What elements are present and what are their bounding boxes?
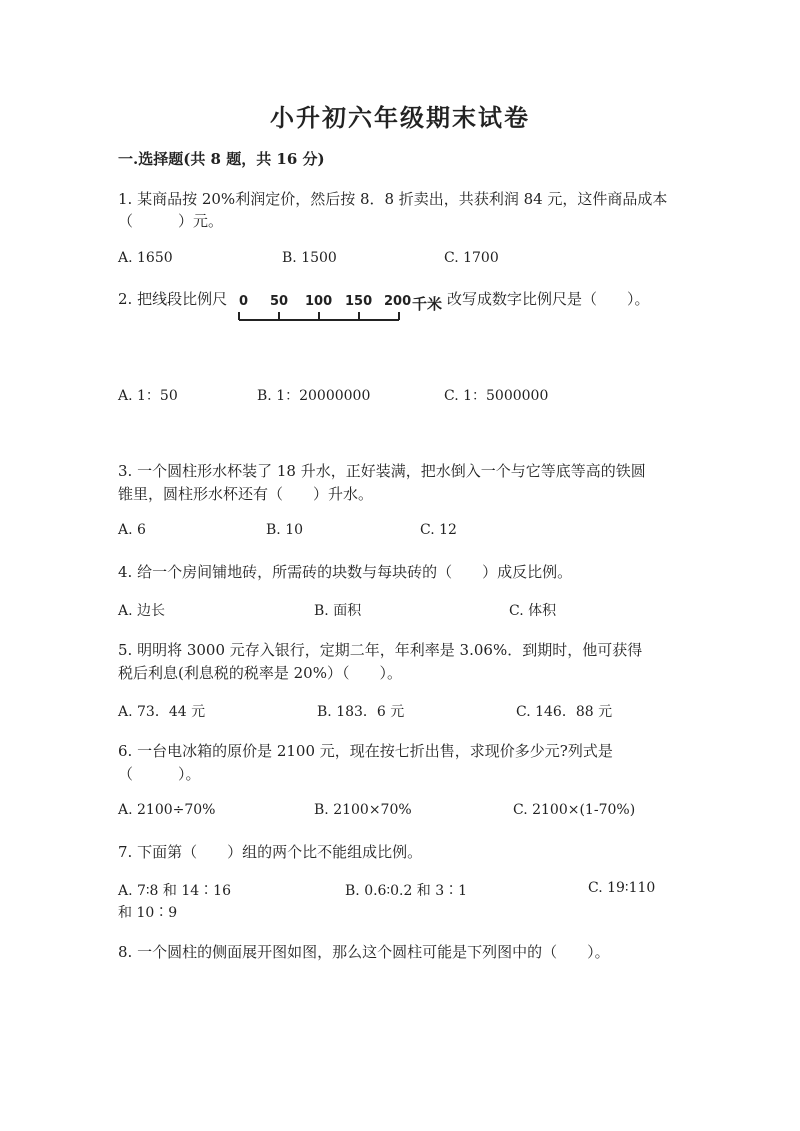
question-1-option-c: C. 1700 (444, 250, 499, 266)
question-5-text-cont: 税后利息(利息税的税率是 20%）（ ）。 (118, 664, 402, 682)
page-title: 小升初六年级期末试卷 (270, 103, 530, 132)
question-3-text-cont: 锥里，圆柱形水杯还有（ ）升水。 (118, 485, 374, 503)
question-5-text: 5. 明明将 3000 元存入银行，定期二年，年利率是 3.06%．到期时，他可获得 (118, 641, 643, 659)
question-4-option-c: C. 体积 (509, 603, 557, 619)
question-7-option-c: C. 19∶110 (588, 880, 656, 896)
question-2-option-a: A. 1：50 (118, 388, 178, 404)
question-1-option-a: A. 1650 (118, 250, 173, 266)
question-2-option-c: C. 1：5000000 (444, 388, 549, 404)
question-3-option-c: C. 12 (420, 522, 457, 538)
question-4-option-b: B. 面积 (314, 603, 362, 619)
question-7-option-a: A. 7∶8 和 14∶16 (118, 883, 231, 899)
scale-label-200: 200 (384, 294, 412, 309)
question-3-option-b: B. 10 (266, 522, 304, 538)
question-2-text-cont: 改写成数字比例尺是（ ）。 (447, 290, 650, 308)
question-8-text: 8. 一个圆柱的侧面展开图如图，那么这个圆柱可能是下列图中的（ ）。 (118, 943, 610, 961)
question-7-option-c-cont: 和 10∶9 (118, 905, 178, 921)
question-6-option-b: B. 2100×70% (314, 802, 412, 818)
scale-unit: 千米 (412, 295, 443, 313)
line-scale-figure (236, 294, 446, 330)
question-6-option-a: A. 2100÷70% (118, 802, 216, 818)
question-1-option-b: B. 1500 (282, 250, 337, 266)
question-3-option-a: A. 6 (118, 522, 146, 538)
question-7-option-b: B. 0.6∶0.2 和 3∶1 (345, 883, 468, 899)
scale-label-150: 150 (345, 294, 373, 309)
question-4-option-a: A. 边长 (118, 603, 166, 619)
question-2-option-b: B. 1：20000000 (257, 388, 371, 404)
scale-label-100: 100 (305, 294, 333, 309)
question-2-text: 2. 把线段比例尺 (118, 290, 228, 308)
question-6-text-cont: （ ）。 (118, 765, 201, 783)
question-3-text: 3. 一个圆柱形水杯装了 18 升水，正好装满，把水倒入一个与它等底等高的铁圆 (118, 462, 646, 480)
section-title: 一.选择题(共 8 题，共 16 分) (118, 150, 325, 168)
question-5-option-b: B. 183．6 元 (317, 704, 405, 720)
question-6-option-c: C. 2100×(1-70%) (513, 802, 636, 818)
scale-label-50: 50 (270, 294, 289, 309)
question-5-option-a: A. 73．44 元 (118, 704, 206, 720)
question-4-text: 4. 给一个房间铺地砖，所需砖的块数与每块砖的（ ）成反比例。 (118, 563, 573, 581)
question-1-text-cont: （ ）元。 (118, 212, 224, 230)
question-7-text: 7. 下面第（ ）组的两个比不能组成比例。 (118, 843, 423, 861)
scale-label-0: 0 (239, 294, 249, 309)
question-5-option-c: C. 146．88 元 (516, 704, 613, 720)
question-6-text: 6. 一台电冰箱的原价是 2100 元，现在按七折出售，求现价多少元?列式是 (118, 742, 613, 760)
scale-bar (236, 308, 446, 328)
question-1-text: 1. 某商品按 20%利润定价，然后按 8．8 折卖出，共获利润 84 元，这件商品成本 (118, 190, 668, 208)
